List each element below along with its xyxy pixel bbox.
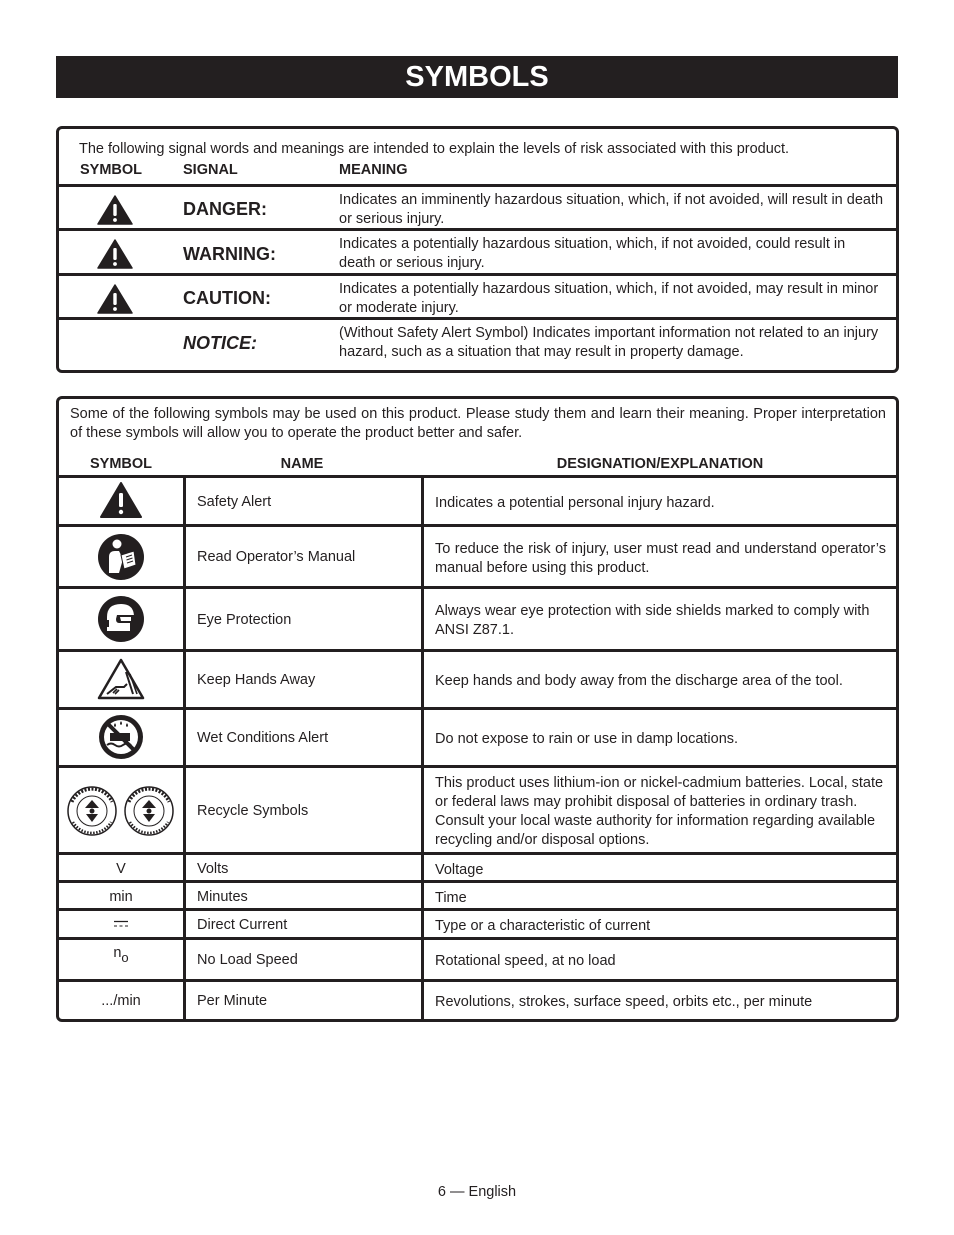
symbol-name: Recycle Symbols bbox=[197, 803, 309, 819]
safety-alert-icon bbox=[99, 481, 143, 519]
read-manual-icon bbox=[97, 533, 145, 581]
header-signal: SIGNAL bbox=[183, 162, 238, 178]
signal-caution: CAUTION: bbox=[183, 288, 271, 308]
page-title: SYMBOLS bbox=[56, 56, 898, 98]
header-designation: DESIGNATION/EXPLANATION bbox=[556, 456, 764, 472]
eye-protection-icon bbox=[97, 595, 145, 643]
no-load-speed-symbol: no bbox=[113, 945, 129, 965]
symbols-table bbox=[56, 396, 899, 1022]
symbol-desc: Type or a characteristic of current bbox=[435, 918, 651, 934]
header-symbol: SYMBOL bbox=[89, 456, 153, 472]
symbol-name: Volts bbox=[197, 861, 229, 877]
symbols-intro: Some of the following symbols may be used on this product. Please study them and learn their meaning. Proper interpretation of these symbols will allow you to operate the product better and safer. bbox=[70, 406, 886, 441]
recycle-seal-icon bbox=[65, 786, 177, 836]
symbol-desc: Keep hands and body away from the discharge area of the tool. bbox=[435, 673, 843, 689]
symbol-name: Eye Protection bbox=[197, 612, 292, 628]
meaning-notice: (Without Safety Alert Symbol) Indicates important information not related to an injury hazard, such as a situation that may result in property damage. bbox=[339, 325, 879, 360]
symbol-name: Keep Hands Away bbox=[197, 672, 316, 688]
signal-warning: WARNING: bbox=[183, 244, 276, 264]
symbol-name: Read Operator’s Manual bbox=[197, 549, 356, 565]
volts-symbol: V bbox=[116, 861, 126, 877]
direct-current-icon bbox=[114, 920, 128, 928]
symbol-name: Wet Conditions Alert bbox=[197, 730, 329, 746]
symbol-desc: Indicates a potential personal injury hazard. bbox=[435, 495, 715, 511]
header-name: NAME bbox=[280, 456, 324, 472]
symbol-desc: Rotational speed, at no load bbox=[435, 953, 616, 969]
symbol-desc: Revolutions, strokes, surface speed, orbits etc., per minute bbox=[435, 994, 813, 1010]
signal-notice: NOTICE: bbox=[183, 333, 257, 353]
header-meaning: MEANING bbox=[339, 162, 408, 178]
safety-alert-icon bbox=[97, 284, 133, 314]
wet-conditions-icon bbox=[98, 714, 144, 760]
per-minute-symbol: .../min bbox=[101, 993, 141, 1009]
symbol-name: Minutes bbox=[197, 889, 248, 905]
symbol-desc: This product uses lithium-ion or nickel-cadmium batteries. Local, state or federal laws may prohibit disposal of batteries in ordinary trash. Consult your local waste authority for information regarding available recycling and/or disposal options. bbox=[435, 775, 884, 848]
meaning-caution: Indicates a potentially hazardous situation, which, if not avoided, may result in minor or moderate injury. bbox=[339, 281, 879, 316]
symbol-name: Per Minute bbox=[197, 993, 268, 1009]
minutes-symbol: min bbox=[109, 889, 133, 905]
signal-intro: The following signal words and meanings are intended to explain the levels of risk associated with this product. bbox=[79, 141, 790, 157]
symbol-name: Direct Current bbox=[197, 917, 288, 933]
symbol-name: No Load Speed bbox=[197, 952, 298, 968]
keep-hands-away-icon bbox=[97, 658, 145, 700]
meaning-danger: Indicates an imminently hazardous situation, which, if not avoided, will result in death or serious injury. bbox=[339, 192, 884, 227]
signal-danger: DANGER: bbox=[183, 199, 267, 219]
safety-alert-icon bbox=[97, 195, 133, 225]
symbol-desc: Do not expose to rain or use in damp locations. bbox=[435, 731, 739, 747]
symbol-name: Safety Alert bbox=[197, 494, 272, 510]
safety-alert-icon bbox=[97, 239, 133, 269]
page-footer: 6 — English bbox=[437, 1184, 517, 1200]
symbol-desc: Voltage bbox=[435, 862, 484, 878]
symbol-desc: Always wear eye protection with side shields marked to comply with ANSI Z87.1. bbox=[435, 603, 870, 638]
meaning-warning: Indicates a potentially hazardous situation, which, if not avoided, could result in death or serious injury. bbox=[339, 236, 846, 271]
signal-words-table bbox=[56, 126, 899, 373]
symbol-desc: To reduce the risk of injury, user must read and understand operator’s manual before using this product. bbox=[435, 541, 886, 576]
symbol-desc: Time bbox=[435, 890, 467, 906]
header-symbol: SYMBOL bbox=[80, 162, 143, 178]
